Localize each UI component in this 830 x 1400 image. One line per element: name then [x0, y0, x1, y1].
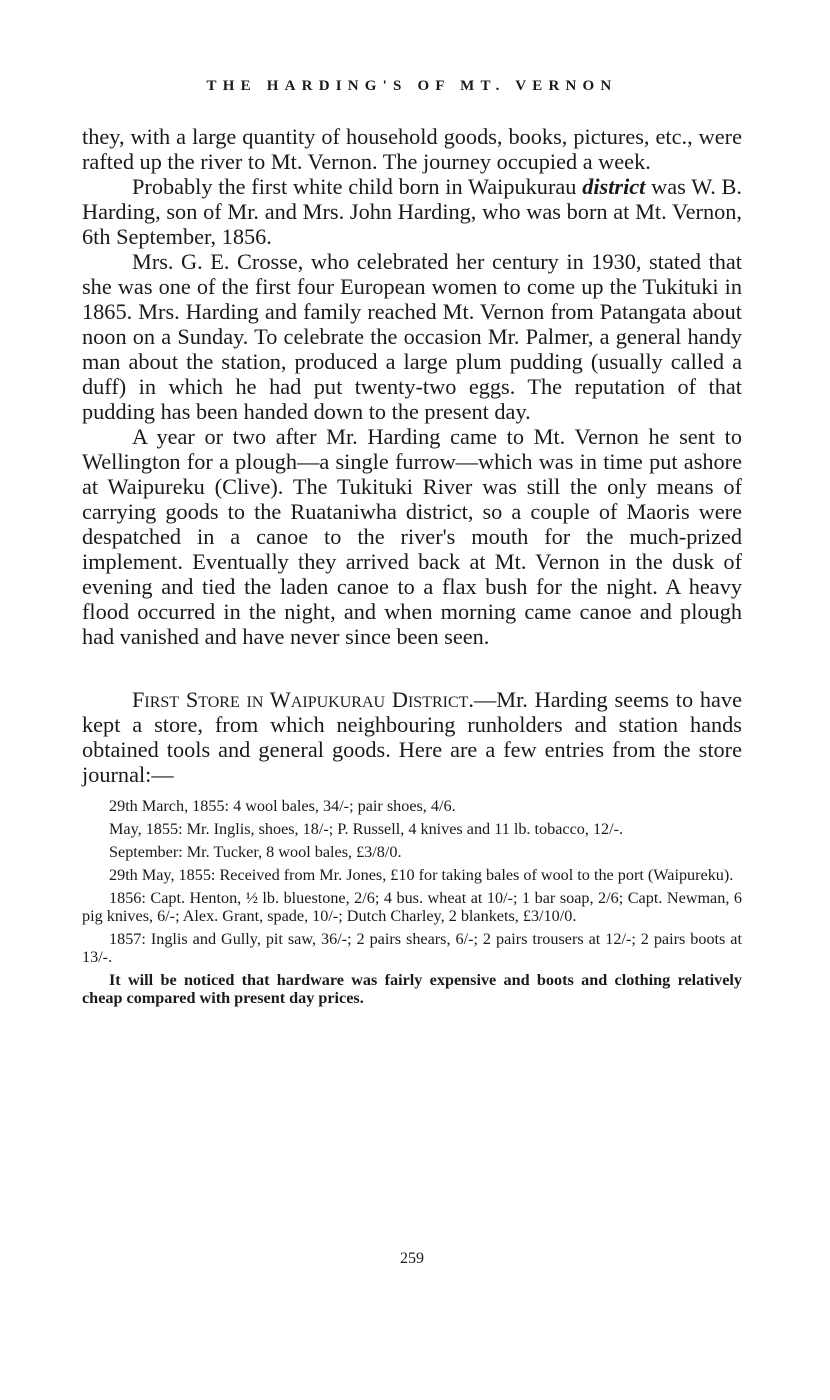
section-first-store: [82, 687, 742, 787]
paragraph-plough: A year or two after Mr. Harding came to Mt. Vernon he sent to Wellington for a plough—a single furrow—which was in time put ashore at Waipureku (Clive). The Tukituki River was still the only means of carrying goods to the Ruataniwha district, so a couple of Maoris were despatched in a canoe to the river's mouth for the much-prized implement. Eventually they arrived back at Mt. Vernon in the dusk of evening and tied the laden canoe to a flax bush for the night. A heavy flood occurred in the night, and when morning came canoe and plough had vanished and have never since been seen.: [82, 424, 742, 649]
journal-entry: September: Mr. Tucker, 8 wool bales, £3/8/0.: [109, 843, 402, 861]
paragraph-mrs-crosse: Mrs. G. E. Crosse, who celebrated her century in 1930, stated that she was one of the first four European women to come up the Tukituki in 1865. Mrs. Harding and family reached Mt. Vernon from Patangata about noon on a Sunday. To celebrate the occasion Mr. Palmer, a general handy man about the station, produced a large plum pudding (usually called a duff) in which he had put twenty-two eggs. The reputation of that pudding has been handed down to the present day.: [82, 249, 742, 424]
journal-entry: 1857: Inglis and Gully, pit saw, 36/-; 2 pairs shears, 6/-; 2 pairs trousers at 12/-; 2 pairs boots at 13/-.: [82, 930, 742, 966]
running-head: THE HARDING'S OF MT. VERNON: [206, 78, 618, 94]
body-text: [82, 124, 742, 1012]
paragraph-text: was W. B. Harding, son of Mr. and Mrs. John Harding, who was born at Mt. Vernon, 6th September, 1856.: [82, 174, 743, 249]
book-page: [82, 0, 742, 1400]
paragraph-continuation: they, with a large quantity of household goods, books, pictures, etc., were rafted up the river to Mt. Vernon. The journey occupied a week.: [82, 124, 742, 174]
journal-entry: 29th March, 1855: 4 wool bales, 34/-; pair shoes, 4/6.: [109, 797, 456, 815]
journal-entry: 29th May, 1855: Received from Mr. Jones, £10 for taking bales of wool to the port (Waipureku).: [109, 866, 734, 884]
store-journal-entries: [82, 797, 742, 1007]
journal-entry: 1856: Capt. Henton, ½ lb. bluestone, 2/6; 4 bus. wheat at 10/-; 1 bar soap, 2/6; Capt. Newman, 6 pig knives, 6/-; Alex. Grant, spade, 10/-; Dutch Charley, 2 blankets, £3/10/0.: [82, 889, 742, 925]
paragraph-first-white-child: [82, 174, 742, 249]
section-heading: First Store in Waipukurau District.: [132, 687, 474, 712]
emphasis-district: district: [582, 174, 646, 199]
section-text: —Mr. Harding seems to have kept a store, from which neighbouring runholders and station hands obtained tools and general goods. Here are a few entries from the store journal:—: [82, 687, 742, 787]
journal-entry: May, 1855: Mr. Inglis, shoes, 18/-; P. Russell, 4 knives and 11 lb. tobacco, 12/-.: [109, 820, 624, 838]
closing-note: It will be noticed that hardware was fairly expensive and boots and clothing relatively cheap compared with present day prices.: [82, 971, 742, 1007]
page-number: 259: [400, 1250, 424, 1267]
paragraph-text: Probably the first white child born in Waipukurau: [132, 174, 583, 199]
